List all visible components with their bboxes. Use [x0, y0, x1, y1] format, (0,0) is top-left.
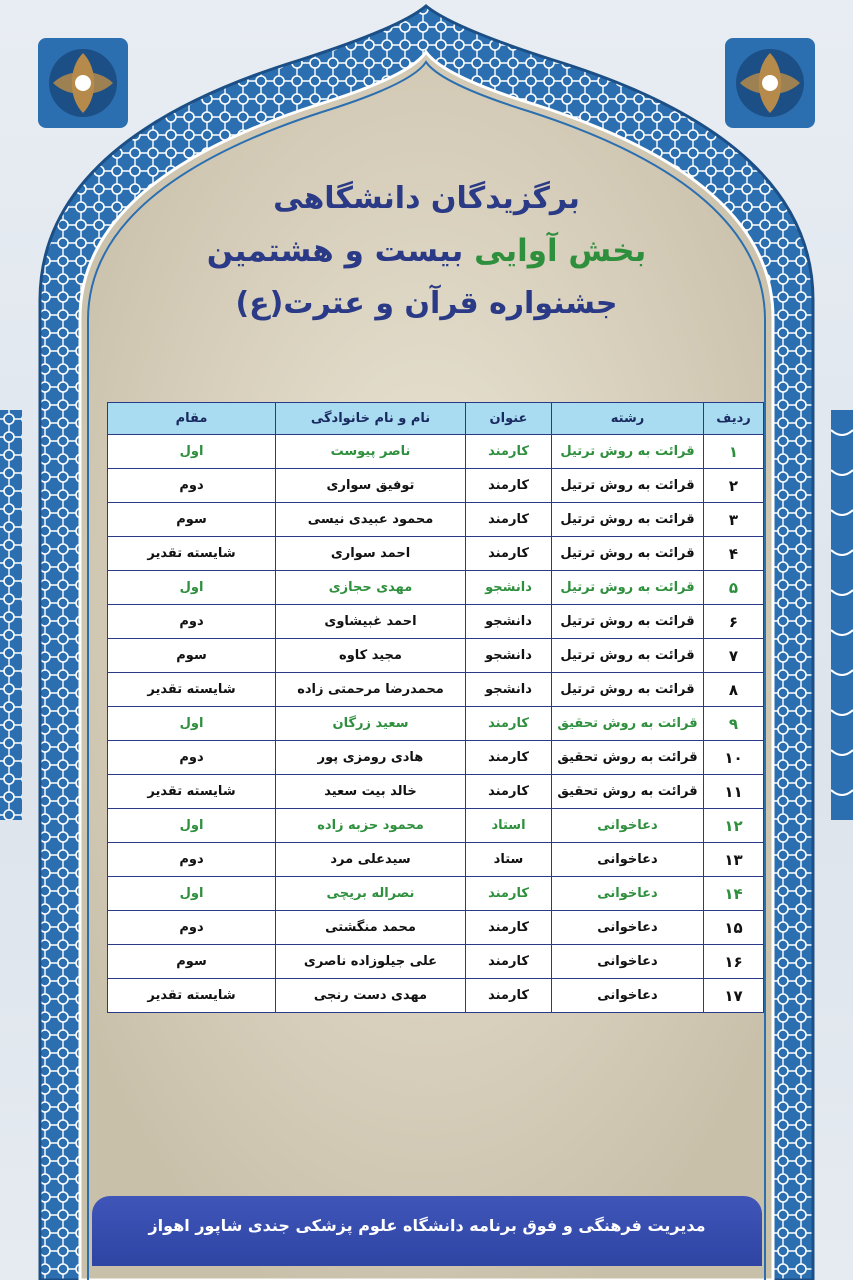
cell-field: قرائت به روش ترتیل	[552, 469, 704, 503]
table-row	[108, 605, 764, 639]
table-row	[108, 435, 764, 469]
cell-title: کارمند	[466, 775, 552, 809]
cell-row-number: ۱۴	[704, 877, 764, 911]
cell-title: دانشجو	[466, 673, 552, 707]
cell-row-number: ۱۲	[704, 809, 764, 843]
right-tile-strip	[831, 410, 853, 820]
cell-title: دانشجو	[466, 605, 552, 639]
title-line-3: جشنواره قرآن و عترت(ع)	[235, 286, 618, 321]
cell-name: سیدعلی مرد	[276, 843, 466, 877]
cell-rank: شایسته تقدیر	[108, 775, 276, 809]
cell-name: سعید زرگان	[276, 707, 466, 741]
cell-field: قرائت به روش تحقیق	[552, 741, 704, 775]
cell-rank: سوم	[108, 945, 276, 979]
cell-field: قرائت به روش ترتیل	[552, 673, 704, 707]
cell-rank: شایسته تقدیر	[108, 979, 276, 1013]
cell-field: دعاخوانی	[552, 877, 704, 911]
table-row	[108, 809, 764, 843]
cell-field: دعاخوانی	[552, 945, 704, 979]
cell-rank: دوم	[108, 741, 276, 775]
cell-row-number: ۲	[704, 469, 764, 503]
cell-field: قرائت به روش ترتیل	[552, 537, 704, 571]
winners-table	[107, 402, 763, 1013]
cell-name: احمد غبیشاوی	[276, 605, 466, 639]
cell-rank: سوم	[108, 503, 276, 537]
cell-rank: شایسته تقدیر	[108, 673, 276, 707]
cell-title: کارمند	[466, 979, 552, 1013]
cell-field: قرائت به روش ترتیل	[552, 435, 704, 469]
table-row	[108, 775, 764, 809]
table-row	[108, 673, 764, 707]
cell-field: دعاخوانی	[552, 843, 704, 877]
table-row	[108, 639, 764, 673]
table-row	[108, 469, 764, 503]
arabesque-ornament-icon	[28, 28, 138, 138]
cell-name: محمدرضا مرحمتی زاده	[276, 673, 466, 707]
cell-rank: اول	[108, 877, 276, 911]
cell-field: قرائت به روش ترتیل	[552, 571, 704, 605]
table-row	[108, 979, 764, 1013]
cell-name: مجید کاوه	[276, 639, 466, 673]
cell-row-number: ۴	[704, 537, 764, 571]
cell-rank: دوم	[108, 843, 276, 877]
header-row-number: ردیف	[704, 403, 764, 435]
cell-field: قرائت به روش ترتیل	[552, 605, 704, 639]
title-line-2	[120, 233, 733, 269]
cell-name: توفیق سواری	[276, 469, 466, 503]
cell-rank: دوم	[108, 605, 276, 639]
title-line-1: برگزیدگان دانشگاهی	[273, 181, 580, 216]
table-row	[108, 911, 764, 945]
cell-field: دعاخوانی	[552, 979, 704, 1013]
cell-title: کارمند	[466, 877, 552, 911]
header-name: نام و نام خانوادگی	[276, 403, 466, 435]
cell-title: دانشجو	[466, 639, 552, 673]
cell-row-number: ۹	[704, 707, 764, 741]
table-row	[108, 707, 764, 741]
cell-row-number: ۸	[704, 673, 764, 707]
cell-name: احمد سواری	[276, 537, 466, 571]
cell-title: کارمند	[466, 911, 552, 945]
cell-row-number: ۱	[704, 435, 764, 469]
table-row	[108, 945, 764, 979]
cell-title: کارمند	[466, 945, 552, 979]
cell-row-number: ۱۷	[704, 979, 764, 1013]
cell-name: نصراله بریچی	[276, 877, 466, 911]
header-rank: مقام	[108, 403, 276, 435]
cell-row-number: ۱۱	[704, 775, 764, 809]
cell-title: کارمند	[466, 469, 552, 503]
cell-row-number: ۳	[704, 503, 764, 537]
cell-rank: اول	[108, 809, 276, 843]
cell-row-number: ۱۳	[704, 843, 764, 877]
cell-row-number: ۵	[704, 571, 764, 605]
cell-rank: سوم	[108, 639, 276, 673]
poster-title	[120, 178, 733, 319]
cell-rank: دوم	[108, 911, 276, 945]
header-field: رشته	[552, 403, 704, 435]
left-tile-strip	[0, 410, 22, 820]
cell-name: مهدی حجازی	[276, 571, 466, 605]
cell-field: قرائت به روش ترتیل	[552, 639, 704, 673]
cell-title: دانشجو	[466, 571, 552, 605]
table-body	[108, 435, 764, 1013]
cell-row-number: ۱۰	[704, 741, 764, 775]
cell-title: کارمند	[466, 741, 552, 775]
cell-rank: شایسته تقدیر	[108, 537, 276, 571]
cell-title: کارمند	[466, 435, 552, 469]
cell-field: قرائت به روش ترتیل	[552, 503, 704, 537]
table-row	[108, 843, 764, 877]
cell-title: کارمند	[466, 503, 552, 537]
cell-rank: اول	[108, 571, 276, 605]
cell-rank: دوم	[108, 469, 276, 503]
cell-name: محمود عبیدی نیسی	[276, 503, 466, 537]
cell-field: دعاخوانی	[552, 809, 704, 843]
cell-field: قرائت به روش تحقیق	[552, 775, 704, 809]
cell-rank: اول	[108, 435, 276, 469]
table-row	[108, 537, 764, 571]
cell-name: محمود حزبه زاده	[276, 809, 466, 843]
cell-title: کارمند	[466, 537, 552, 571]
cell-name: مهدی دست رنجی	[276, 979, 466, 1013]
cell-title: استاد	[466, 809, 552, 843]
table-header-row	[108, 403, 764, 435]
title-line-2-rest: بیست و هشتمین	[206, 233, 464, 269]
cell-row-number: ۱۵	[704, 911, 764, 945]
cell-title: کارمند	[466, 707, 552, 741]
cell-name: هادی رومزی پور	[276, 741, 466, 775]
cell-row-number: ۶	[704, 605, 764, 639]
cell-name: علی جیلوزاده ناصری	[276, 945, 466, 979]
table-row	[108, 877, 764, 911]
cell-field: قرائت به روش تحقیق	[552, 707, 704, 741]
table-row	[108, 741, 764, 775]
cell-name: محمد منگشتی	[276, 911, 466, 945]
table-row	[108, 503, 764, 537]
table-row	[108, 571, 764, 605]
cell-title: ستاد	[466, 843, 552, 877]
footer-text: مدیریت فرهنگی و فوق برنامه دانشگاه علوم پزشکی جندی شاپور اهواز	[148, 1216, 706, 1235]
cell-row-number: ۷	[704, 639, 764, 673]
cell-field: دعاخوانی	[552, 911, 704, 945]
arabesque-ornament-icon	[715, 28, 825, 138]
cell-name: ناصر پیوست	[276, 435, 466, 469]
title-line-2-green: بخش آوایی	[474, 233, 647, 269]
cell-row-number: ۱۶	[704, 945, 764, 979]
cell-name: خالد بیت سعید	[276, 775, 466, 809]
cell-rank: اول	[108, 707, 276, 741]
header-title: عنوان	[466, 403, 552, 435]
